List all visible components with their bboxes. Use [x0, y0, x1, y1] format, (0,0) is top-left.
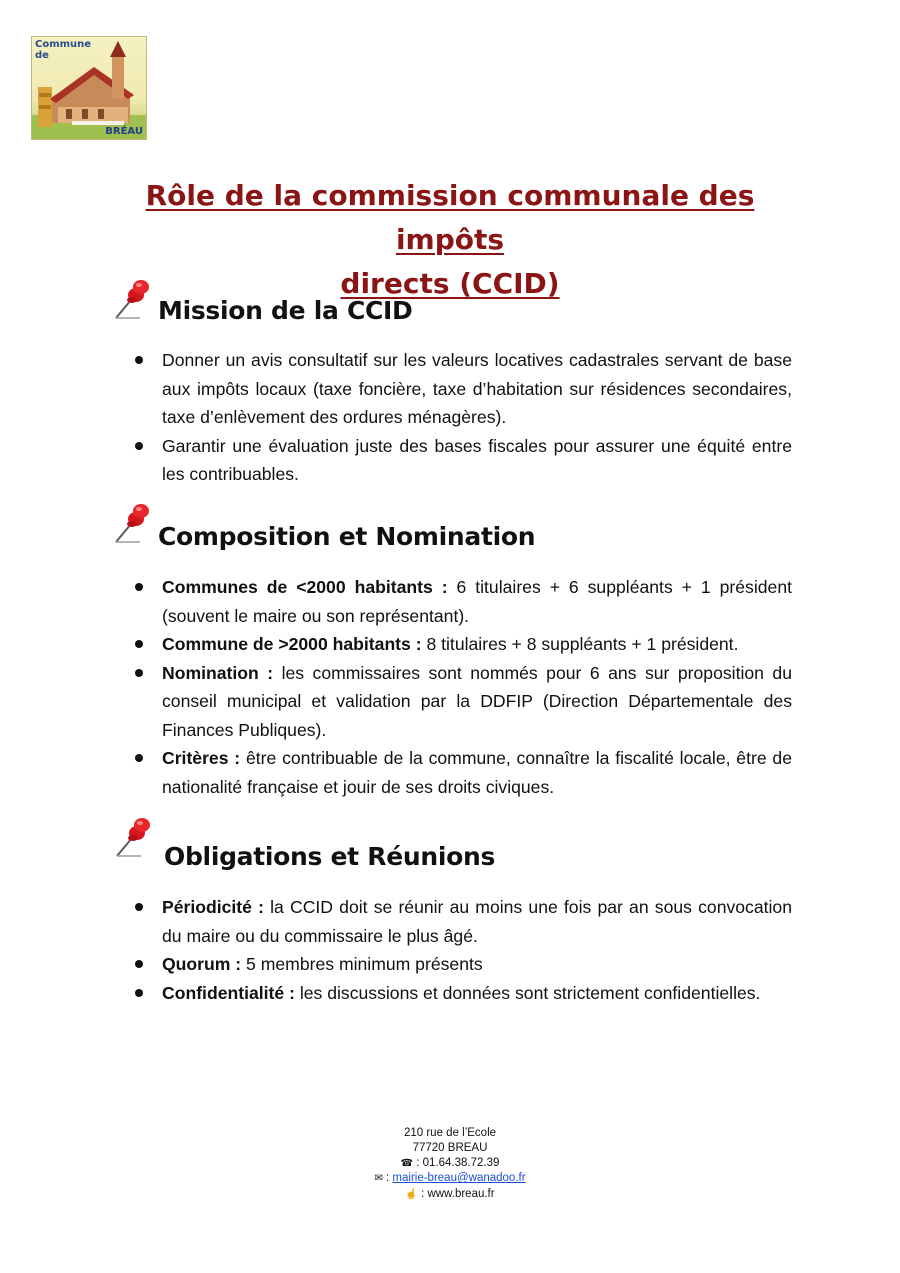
commune-logo: [31, 36, 147, 140]
list-item: [162, 630, 792, 659]
item-text: être contribuable de la commune, connaître la fiscalité locale, être de nationalité française et jouir de ses droits civiques.: [162, 748, 792, 797]
list-item: [162, 979, 792, 1008]
page-title: [100, 174, 800, 306]
footer-separator: :: [382, 1172, 393, 1185]
item-label: Nomination :: [162, 662, 274, 683]
item-label: Périodicité :: [162, 897, 264, 917]
section-heading-obligations: Obligations et Réunions: [164, 842, 496, 871]
mail-icon: ✉: [374, 1173, 383, 1185]
footer-separator: :: [413, 1156, 423, 1169]
list-item: [162, 432, 792, 489]
title-line1: Rôle de la commission communale des impôts: [145, 179, 755, 256]
logo-town-name: BRÉAU: [105, 126, 143, 137]
mission-item-text: Garantir une évaluation juste des bases fiscales pour assurer une équité entre les contribuables.: [162, 435, 792, 484]
footer-email-line: [300, 1171, 600, 1187]
footer-website-line: [300, 1187, 600, 1203]
title-line2: directs (CCID): [340, 267, 560, 300]
item-text: 6 titulaires + 6 suppléants + 1 président (souvent le maire ou son représentant).: [162, 577, 792, 626]
item-text: 5 membres minimum présents: [241, 954, 483, 974]
list-item: [162, 744, 792, 801]
item-label: Confidentialité :: [162, 982, 295, 1003]
mission-item-text: Donner un avis consultatif sur les valeurs locatives cadastrales servant de base aux impôts locaux (taxe foncière, taxe d’habitation sur résidences secondaires, taxe d’enlèvement des ordures ménagères).: [162, 350, 792, 427]
footer-contact: [300, 1126, 600, 1203]
email-link[interactable]: mairie-breau@wanadoo.fr: [392, 1172, 526, 1185]
website-text: www.breau.fr: [427, 1188, 495, 1201]
item-label: Commune de >2000 habitants :: [162, 634, 422, 654]
cursor-icon: ☝: [405, 1189, 418, 1201]
obligations-list: [162, 893, 792, 1007]
footer-phone-line: [300, 1156, 600, 1172]
item-text: 8 titulaires + 8 suppléants + 1 président.: [421, 634, 739, 654]
pushpin-icon: [112, 502, 152, 548]
footer-separator: :: [417, 1188, 428, 1201]
section-heading-composition: Composition et Nomination: [158, 522, 536, 551]
composition-list: [162, 573, 792, 801]
footer-address: 210 rue de l’Ecole: [403, 1127, 497, 1139]
item-text: les commissaires sont nommés pour 6 ans sur proposition du conseil municipal et validation par la DDFIP (Direction Départementale des Finances Publiques).: [162, 662, 792, 740]
pushpin-icon: [112, 278, 152, 324]
section-heading-mission: Mission de la CCID: [158, 296, 413, 325]
phone-icon: ☎: [400, 1157, 414, 1169]
footer-phone: 01.64.38.72.39: [422, 1156, 500, 1169]
footer-city: 77720 BREAU: [412, 1141, 488, 1154]
item-text: la CCID doit se réunir au moins une fois par an sous convocation du maire ou du commissaire le plus âgé.: [162, 897, 793, 946]
item-label: Quorum :: [162, 954, 242, 974]
mission-list: [162, 346, 792, 489]
pushpin-icon: [113, 816, 153, 862]
item-label: Communes de <2000 habitants :: [162, 577, 448, 597]
item-label: Critères :: [162, 748, 241, 768]
list-item: [162, 893, 792, 950]
logo-line2: de: [35, 50, 49, 61]
logo-line1: Commune: [35, 39, 92, 50]
list-item: [162, 346, 792, 432]
list-item: [162, 659, 792, 745]
list-item: [162, 950, 792, 979]
item-text: les discussions et données sont strictement confidentielles.: [294, 982, 761, 1003]
logo-commune-label: [35, 39, 105, 61]
list-item: [162, 573, 792, 630]
